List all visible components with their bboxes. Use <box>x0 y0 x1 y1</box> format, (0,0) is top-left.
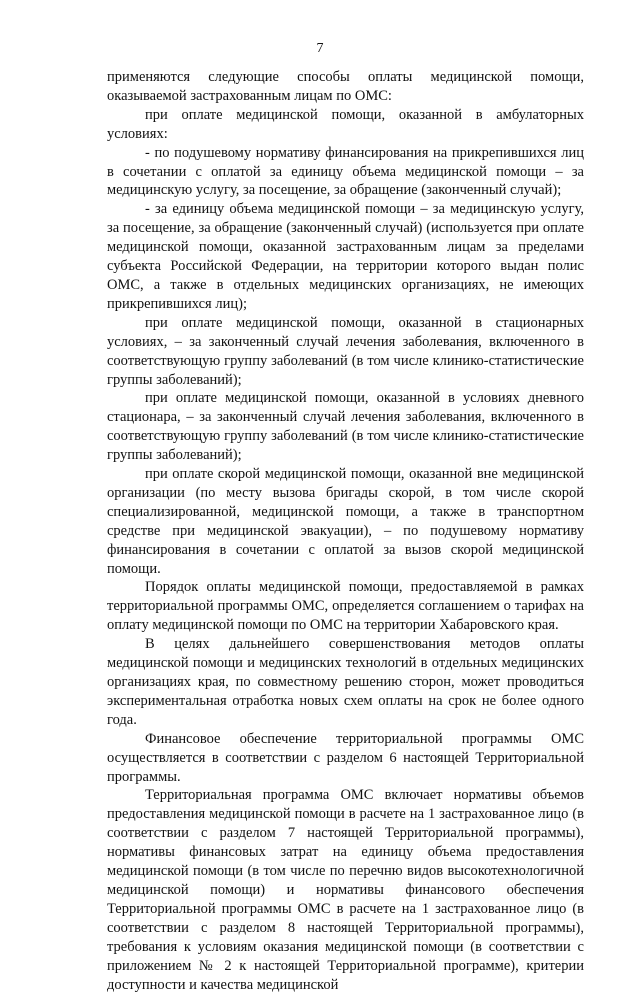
paragraph-unit-of-volume: - за единицу объема медицинской помощи – за медицинскую услугу, за посещение, за обращение (законченный случай) (используется при оплате медицинской помощи, оказанной застрахованным лицам за пределами субъекта Российской Федерации, на территории которого выдан полис ОМС, а также в отдельных медицинских организациях, не имеющих прикрепившихся лиц); <box>107 201 584 312</box>
paragraph-payment-methods-intro: применяются следующие способы оплаты медицинской помощи, оказываемой застрахованным лицам по ОМС: <box>107 69 584 104</box>
paragraph-payment-procedure: Порядок оплаты медицинской помощи, предоставляемой в рамках территориальной программы ОМС, определяется соглашением о тарифах на оплату медицинской помощи по ОМС на территории Хабаровского края. <box>107 579 584 634</box>
paragraph-experimental-schemes: В целях дальнейшего совершенствования методов оплаты медицинской помощи и медицинских технологий в отдельных медицинских организациях края, по совместному решению сторон, может проводиться экспериментальная отработка новых схем оплаты на срок не более одного года. <box>107 636 584 728</box>
document-body <box>107 68 584 994</box>
paragraph-emergency-care: при оплате скорой медицинской помощи, оказанной вне медицинской организации (по месту вызова бригады скорой, в том числе скорой специализированной, медицинской помощи, а также в транспортном средстве при медицинской эвакуации), – по подушевому нормативу финансирования в сочетании с оплатой за вызов скорой медицинской помощи. <box>107 466 584 577</box>
paragraph-financial-support: Финансовое обеспечение территориальной программы ОМС осуществляется в соответствии с разделом 6 настоящей Территориальной программы. <box>107 730 584 785</box>
page-number: 7 <box>316 41 324 56</box>
paragraph-day-hospital: при оплате медицинской помощи, оказанной в условиях дневного стационара, – за законченный случай лечения заболевания, включенного в соответствующую группу заболеваний (в том числе клинико-статистические группы заболеваний); <box>107 390 584 464</box>
paragraph-per-capita-standard: - по подушевому нормативу финансирования на прикрепившихся лиц в сочетании с оплатой за единицу объема медицинской помощи – за медицинскую услугу, за посещение, за обращение (законченный случай); <box>107 144 584 199</box>
paragraph-program-standards: Территориальная программа ОМС включает нормативы объемов предоставления медицинской помощи в расчете на 1 застрахованное лицо (в соответствии с разделом 7 настоящей Территориальной программы), нормативы финансовых затрат на единицу объема предоставления медицинской помощи (в том числе по перечню видов высокотехнологичной медицинской помощи) и нормативы финансового обеспечения Территориальной программы ОМС в расчете на 1 застрахованное лицо (в соответствии с разделом 8 настоящей Территориальной программы), требования к условиям оказания медицинской помощи (в соответствии с приложением № 2 к настоящей Территориальной программе), критерии доступности и качества медицинской <box>107 787 584 993</box>
paragraph-outpatient-heading: при оплате медицинской помощи, оказанной в амбулаторных условиях: <box>107 106 584 142</box>
paragraph-inpatient: при оплате медицинской помощи, оказанной в стационарных условиях, – за законченный случай лечения заболевания, включенного в соответствующую группу заболеваний (в том числе клинико-статистические группы заболеваний); <box>107 314 584 388</box>
